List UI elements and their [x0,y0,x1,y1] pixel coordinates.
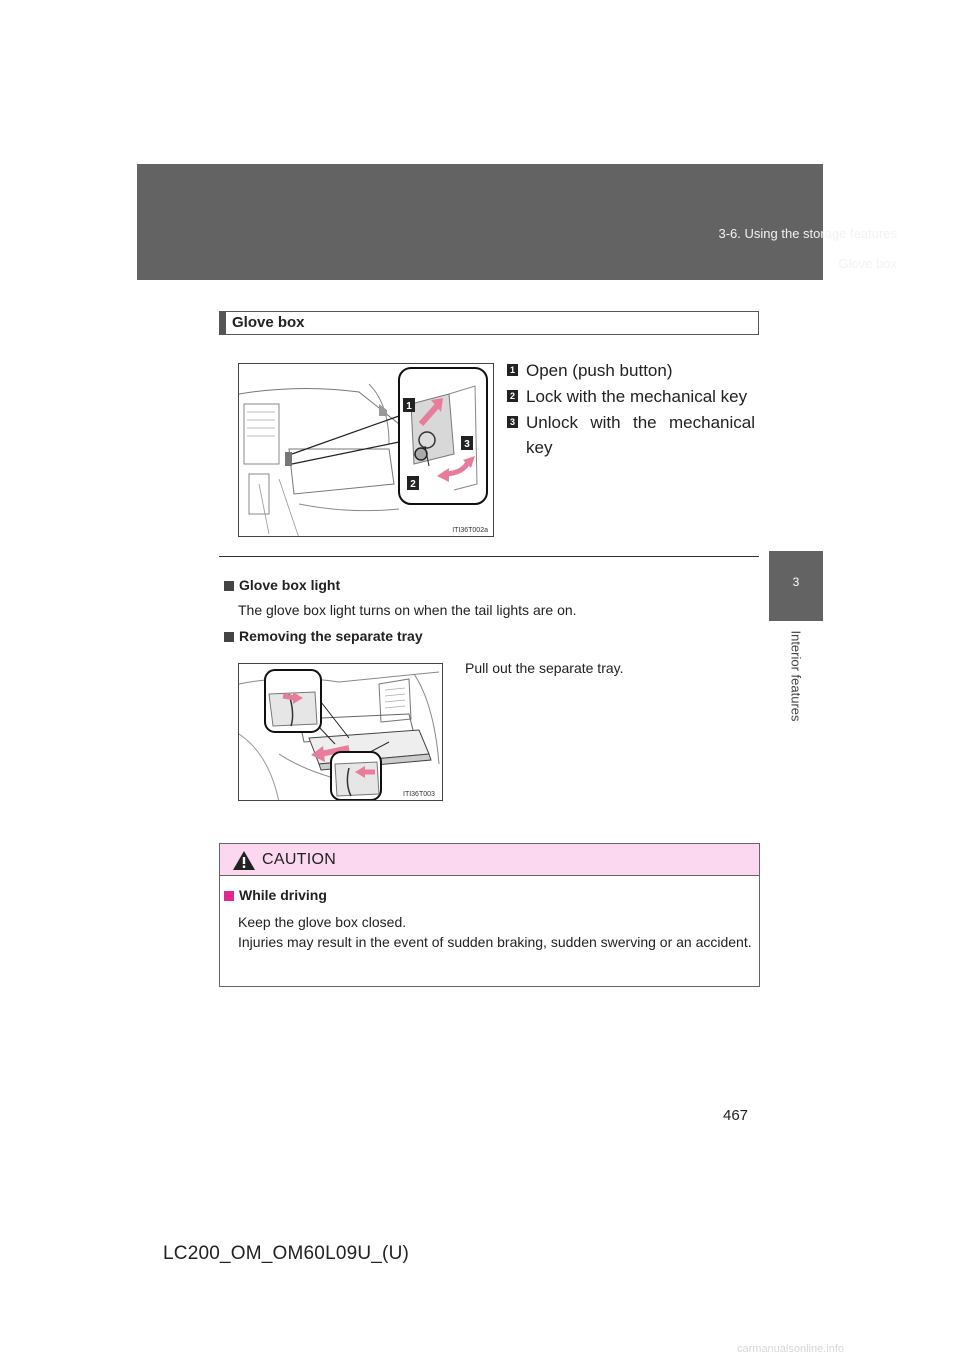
warning-triangle-icon [232,850,256,871]
step-item [507,410,755,460]
bullet-square-icon [224,632,234,642]
bullet-square-icon [224,891,234,901]
separate-tray-heading-text: Removing the separate tray [239,628,423,644]
separate-tray-heading [224,628,423,644]
page-number: 467 [723,1107,749,1124]
glove-box-light-heading-text: Glove box light [239,577,341,593]
caution-text-line: Keep the glove box closed. [238,914,407,930]
caution-title: CAUTION [262,851,337,868]
header-band [137,164,823,280]
section-heading [219,311,759,335]
caution-text-line: Injuries may result in the event of sudden braking, sudden swerving or an accident. [238,934,752,950]
glove-box-drawing [239,364,494,537]
glove-box-steps [507,358,755,461]
step-text: Lock with the mechanical key [526,387,748,406]
separate-tray-caption: Pull out the separate tray. [465,660,624,676]
callout-1: 1 [406,401,412,412]
caution-box [219,843,760,987]
header-section-title: 3-6. Using the storage features [718,226,897,241]
caution-heading-text: While driving [239,887,327,903]
caution-title-bar [220,844,759,876]
watermark: carmanualsonline.info [737,1343,845,1355]
section-divider [219,556,759,557]
step-number: 2 [507,390,518,402]
glove-box-light-text: The glove box light turns on when the tail lights are on. [238,602,577,618]
step-item [507,358,755,383]
step-number: 3 [507,416,518,428]
step-text: Unlock with the mechanical key [526,413,755,457]
chapter-tab[interactable] [769,551,823,621]
glove-box-illustration [238,363,494,537]
section-heading-text: Glove box [232,314,305,331]
figure1-code: ITI36T002a [452,527,488,534]
callout-2: 2 [410,479,416,490]
glove-box-light-heading [224,577,340,593]
caution-heading [224,887,327,903]
chapter-label: Interior features [788,630,804,722]
step-number: 1 [507,364,518,376]
step-item [507,384,755,409]
separate-tray-drawing [239,664,443,801]
separate-tray-illustration [238,663,443,801]
figure2-code: ITI36T003 [403,791,435,798]
document-id: LC200_OM_OM60L09U_(U) [163,1243,410,1264]
header-topic-title: Glove box [838,256,897,271]
step-text: Open (push button) [526,361,673,380]
bullet-square-icon [224,581,234,591]
chapter-number: 3 [792,575,800,589]
callout-3: 3 [464,439,470,450]
